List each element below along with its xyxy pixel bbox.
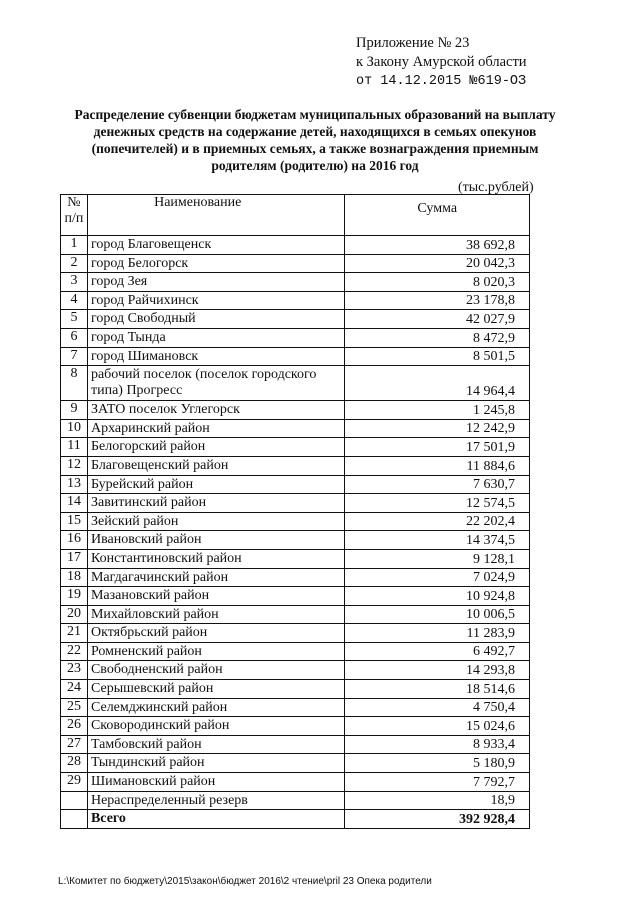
cell-name: рабочий поселок (поселок городского типа) Прогресс bbox=[87, 366, 345, 401]
cell-sum: 7 630,7 bbox=[345, 475, 530, 494]
cell-name: Нераспределенный резерв bbox=[87, 791, 345, 810]
cell-num: 8 bbox=[61, 366, 88, 401]
table-row bbox=[61, 791, 530, 810]
table-row bbox=[61, 438, 530, 457]
cell-num: 19 bbox=[61, 587, 88, 606]
cell-name: Селемджинский район bbox=[87, 698, 345, 717]
table-row bbox=[61, 642, 530, 661]
table-header-row bbox=[61, 195, 530, 236]
cell-num: 26 bbox=[61, 717, 88, 736]
cell-name: Зейский район bbox=[87, 512, 345, 531]
cell-name: Бурейский район bbox=[87, 475, 345, 494]
cell-name: Сковородинский район bbox=[87, 717, 345, 736]
cell-sum: 14 293,8 bbox=[345, 661, 530, 680]
cell-name: город Шимановск bbox=[87, 347, 345, 366]
table-row bbox=[61, 549, 530, 568]
table-row bbox=[61, 661, 530, 680]
cell-name: Тындинский район bbox=[87, 754, 345, 773]
cell-name: город Свободный bbox=[87, 310, 345, 329]
cell-sum: 22 202,4 bbox=[345, 512, 530, 531]
cell-name: город Тында bbox=[87, 328, 345, 347]
table-body bbox=[61, 236, 530, 829]
cell-sum: 18,9 bbox=[345, 791, 530, 810]
cell-num: 23 bbox=[61, 661, 88, 680]
cell-sum: 15 024,6 bbox=[345, 717, 530, 736]
cell-sum: 10 924,8 bbox=[345, 587, 530, 606]
total-cell-name: Всего bbox=[87, 810, 345, 829]
appendix-header bbox=[356, 34, 527, 91]
cell-num: 20 bbox=[61, 605, 88, 624]
table-row bbox=[61, 717, 530, 736]
table-row bbox=[61, 273, 530, 292]
cell-sum: 10 006,5 bbox=[345, 605, 530, 624]
cell-sum: 42 027,9 bbox=[345, 310, 530, 329]
cell-num: 25 bbox=[61, 698, 88, 717]
table-row bbox=[61, 401, 530, 420]
cell-name: Магдагачинский район bbox=[87, 568, 345, 587]
cell-name: Михайловский район bbox=[87, 605, 345, 624]
table-row bbox=[61, 568, 530, 587]
cell-num: 6 bbox=[61, 328, 88, 347]
cell-name: Ромненский район bbox=[87, 642, 345, 661]
table-row bbox=[61, 494, 530, 513]
table-row bbox=[61, 624, 530, 643]
cell-sum: 11 283,9 bbox=[345, 624, 530, 643]
cell-name: Константиновский район bbox=[87, 549, 345, 568]
table-row bbox=[61, 366, 530, 401]
table-row bbox=[61, 456, 530, 475]
cell-num: 27 bbox=[61, 735, 88, 754]
cell-num: 24 bbox=[61, 680, 88, 699]
cell-sum: 8 020,3 bbox=[345, 273, 530, 292]
header-num bbox=[61, 195, 88, 236]
cell-sum: 14 374,5 bbox=[345, 531, 530, 550]
table-row bbox=[61, 291, 530, 310]
cell-num: 29 bbox=[61, 773, 88, 792]
table-row bbox=[61, 754, 530, 773]
appendix-number: Приложение № 23 bbox=[356, 35, 470, 51]
table-row bbox=[61, 735, 530, 754]
appendix-date: от 14.12.2015 №619-ОЗ bbox=[356, 74, 527, 89]
cell-sum: 5 180,9 bbox=[345, 754, 530, 773]
cell-sum: 18 514,6 bbox=[345, 680, 530, 699]
cell-num: 12 bbox=[61, 456, 88, 475]
cell-num: 17 bbox=[61, 549, 88, 568]
total-row bbox=[61, 810, 530, 829]
table-row bbox=[61, 512, 530, 531]
cell-num: 7 bbox=[61, 347, 88, 366]
total-cell-num bbox=[61, 810, 88, 829]
cell-name: Октябрьский район bbox=[87, 624, 345, 643]
header-sum: Сумма bbox=[345, 195, 530, 236]
file-path-footer: L:\Комитет по бюджету\2015\закон\бюджет 2016\2 чтение\pril 23 Опека родители bbox=[58, 876, 432, 887]
cell-sum: 6 492,7 bbox=[345, 642, 530, 661]
table-row bbox=[61, 254, 530, 273]
cell-num: 3 bbox=[61, 273, 88, 292]
cell-num: 21 bbox=[61, 624, 88, 643]
unit-label: (тыс.рублей) bbox=[458, 180, 534, 195]
cell-num: 28 bbox=[61, 754, 88, 773]
table-row bbox=[61, 773, 530, 792]
cell-name: Ивановский район bbox=[87, 531, 345, 550]
table-row bbox=[61, 310, 530, 329]
cell-num: 15 bbox=[61, 512, 88, 531]
cell-sum: 23 178,8 bbox=[345, 291, 530, 310]
cell-name: ЗАТО поселок Углегорск bbox=[87, 401, 345, 420]
table-row bbox=[61, 587, 530, 606]
table-row bbox=[61, 236, 530, 255]
cell-sum: 20 042,3 bbox=[345, 254, 530, 273]
document-title: Распределение субвенции бюджетам муниципальных образований на выплату денежных средств на содержание детей, находящихся в семьях опекунов (попечителей) и в приемных семьях, а также вознаграждения приемным родителям (родителю) на 2016 год bbox=[74, 107, 556, 173]
subvention-table bbox=[60, 194, 530, 829]
cell-num: 2 bbox=[61, 254, 88, 273]
cell-name: город Благовещенск bbox=[87, 236, 345, 255]
cell-name: Благовещенский район bbox=[87, 456, 345, 475]
header-num-label: № п/п bbox=[64, 195, 84, 226]
cell-sum: 17 501,9 bbox=[345, 438, 530, 457]
cell-sum: 38 692,8 bbox=[345, 236, 530, 255]
cell-sum: 8 472,9 bbox=[345, 328, 530, 347]
table-row bbox=[61, 531, 530, 550]
cell-num: 11 bbox=[61, 438, 88, 457]
table-row bbox=[61, 698, 530, 717]
cell-sum: 8 501,5 bbox=[345, 347, 530, 366]
cell-name: город Белогорск bbox=[87, 254, 345, 273]
total-cell-sum: 392 928,4 bbox=[345, 810, 530, 829]
cell-sum: 14 964,4 bbox=[345, 366, 530, 401]
appendix-law: к Закону Амурской области bbox=[356, 54, 527, 70]
cell-num: 1 bbox=[61, 236, 88, 255]
cell-num: 16 bbox=[61, 531, 88, 550]
cell-sum: 4 750,4 bbox=[345, 698, 530, 717]
table-row bbox=[61, 328, 530, 347]
cell-name: Мазановский район bbox=[87, 587, 345, 606]
cell-sum: 8 933,4 bbox=[345, 735, 530, 754]
cell-num: 10 bbox=[61, 419, 88, 438]
cell-num: 9 bbox=[61, 401, 88, 420]
cell-name: город Зея bbox=[87, 273, 345, 292]
table-row bbox=[61, 347, 530, 366]
table-row bbox=[61, 680, 530, 699]
table-row bbox=[61, 419, 530, 438]
cell-sum: 11 884,6 bbox=[345, 456, 530, 475]
cell-num: 4 bbox=[61, 291, 88, 310]
cell-sum: 12 242,9 bbox=[345, 419, 530, 438]
cell-name: Тамбовский район bbox=[87, 735, 345, 754]
table-row bbox=[61, 475, 530, 494]
cell-num: 22 bbox=[61, 642, 88, 661]
cell-name: город Райчихинск bbox=[87, 291, 345, 310]
cell-name: Архаринский район bbox=[87, 419, 345, 438]
cell-name: Серышевский район bbox=[87, 680, 345, 699]
cell-num: 13 bbox=[61, 475, 88, 494]
cell-num: 18 bbox=[61, 568, 88, 587]
cell-num: 5 bbox=[61, 310, 88, 329]
cell-num bbox=[61, 791, 88, 810]
cell-sum: 1 245,8 bbox=[345, 401, 530, 420]
table-row bbox=[61, 605, 530, 624]
cell-sum: 7 024,9 bbox=[345, 568, 530, 587]
header-name: Наименование bbox=[87, 195, 345, 236]
cell-sum: 12 574,5 bbox=[345, 494, 530, 513]
cell-num: 14 bbox=[61, 494, 88, 513]
cell-name: Свободненский район bbox=[87, 661, 345, 680]
cell-name: Шимановский район bbox=[87, 773, 345, 792]
cell-sum: 9 128,1 bbox=[345, 549, 530, 568]
cell-name: Белогорский район bbox=[87, 438, 345, 457]
cell-name: Завитинский район bbox=[87, 494, 345, 513]
cell-sum: 7 792,7 bbox=[345, 773, 530, 792]
